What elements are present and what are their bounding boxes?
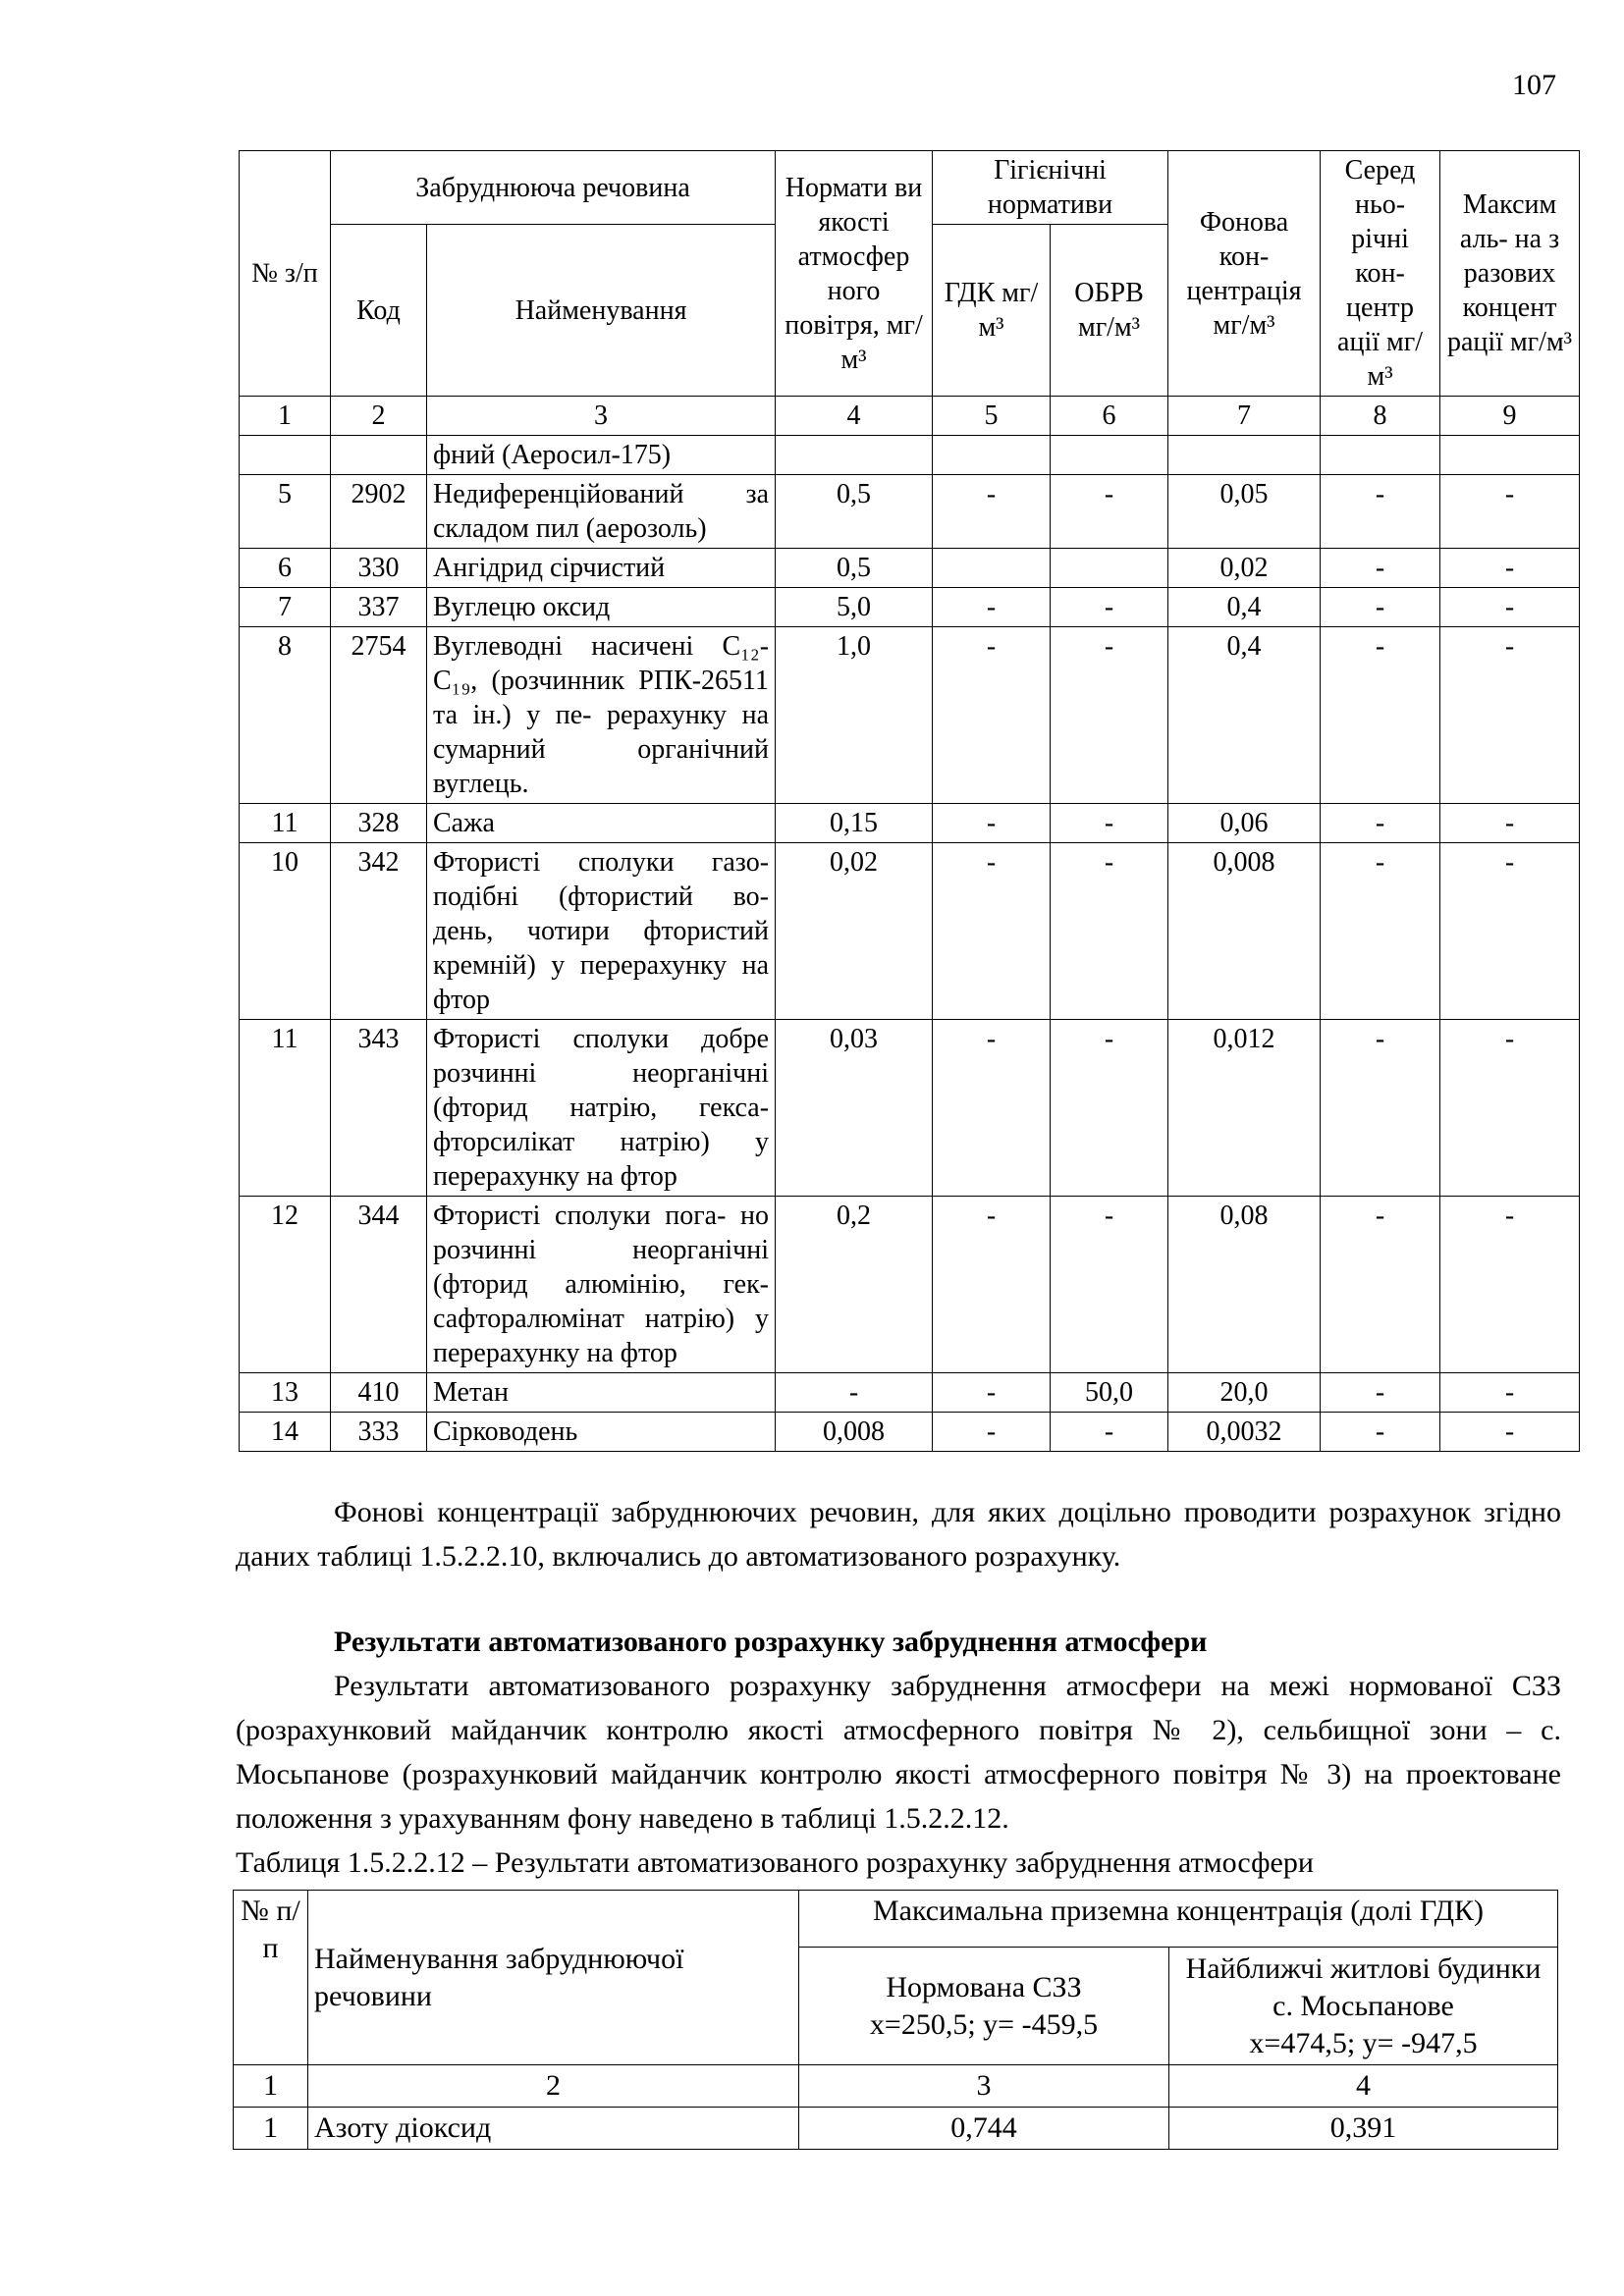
substance-code: 333 (331, 1413, 427, 1452)
avg-annual-conc: - (1321, 475, 1440, 549)
column-number-cell: 2 (308, 2065, 799, 2108)
column-number-cell: 4 (776, 397, 933, 436)
obrv-value: - (1051, 1020, 1168, 1197)
background-conc: 0,0032 (1168, 1413, 1321, 1452)
avg-annual-conc: - (1321, 627, 1440, 804)
obrv-value: - (1051, 627, 1168, 804)
substance-name: Сірководень (427, 1413, 776, 1452)
results-table (233, 1890, 1558, 2150)
gdk-value: - (933, 1020, 1051, 1197)
row-num (240, 436, 331, 475)
avg-annual-conc: - (1321, 843, 1440, 1020)
column-number-cell: 5 (933, 397, 1051, 436)
table-row (234, 2108, 1558, 2150)
houses-concentration: 0,391 (1169, 2108, 1558, 2150)
column-number-cell: 3 (427, 397, 776, 436)
column-number-cell: 1 (234, 2065, 308, 2108)
table-row (240, 549, 1580, 588)
max-single-conc: - (1440, 1373, 1580, 1413)
table-row (240, 588, 1580, 627)
background-conc: 0,05 (1168, 475, 1321, 549)
avg-annual-conc (1321, 436, 1440, 475)
gdk-value: - (933, 475, 1051, 549)
substance-name: Азоту діоксид (308, 2108, 799, 2150)
substance-code: 410 (331, 1373, 427, 1413)
gdk-value (933, 549, 1051, 588)
substance-name: Фтористі сполуки газо- подібні (фтористий во- день, чотири фтористий кремній) у перерахунку на фтор (427, 843, 776, 1020)
substance-code: 330 (331, 549, 427, 588)
gdk-value: - (933, 804, 1051, 843)
table-row (240, 436, 1580, 475)
quality-norm (776, 436, 933, 475)
background-conc (1168, 436, 1321, 475)
max-single-conc: - (1440, 627, 1580, 804)
t2-header-houses-coords: x=474,5; y= -947,5 (1249, 2026, 1478, 2059)
row-num: 10 (240, 843, 331, 1020)
quality-norm: 0,5 (776, 475, 933, 549)
substance-name: Ангідрид сірчистий (427, 549, 776, 588)
column-number-cell: 3 (799, 2065, 1169, 2108)
t2-header-szz (799, 1948, 1169, 2065)
obrv-value: - (1051, 843, 1168, 1020)
substance-name: Вуглецю оксид (427, 588, 776, 627)
substance-name: Метан (427, 1373, 776, 1413)
header-num: № з/п (240, 151, 331, 397)
gdk-value: - (933, 1413, 1051, 1452)
table-row (240, 804, 1580, 843)
header-gdk: ГДК мг/м³ (933, 225, 1051, 397)
header-avg-annual: Серед ньо- річні кон- центр ації мг/м³ (1321, 151, 1440, 397)
quality-norm: 0,2 (776, 1197, 933, 1373)
obrv-value: - (1051, 1413, 1168, 1452)
substance-code: 337 (331, 588, 427, 627)
substance-name: Недиференційований за складом пил (аерозоль) (427, 475, 776, 549)
max-single-conc: - (1440, 588, 1580, 627)
row-num: 11 (240, 804, 331, 843)
max-single-conc: - (1440, 1020, 1580, 1197)
substance-name: фний (Аеросил-175) (427, 436, 776, 475)
row-num: 13 (240, 1373, 331, 1413)
quality-norm: 0,15 (776, 804, 933, 843)
row-num: 11 (240, 1020, 331, 1197)
obrv-value (1051, 436, 1168, 475)
avg-annual-conc: - (1321, 1197, 1440, 1373)
quality-norm: 0,03 (776, 1020, 933, 1197)
paragraph-results-intro: Результати автоматизованого розрахунку забруднення атмосфери на межі нормованої СЗЗ (розрахунковий майданчик контролю якості атмосферного повітря № 2), сельбищної зони – с. Мосьпанове (розрахунковий майданчик контролю якості атмосферного повітря № 3) на проектоване положення з урахуванням фону наведено в таблиці 1.5.2.2.12. (236, 1670, 1561, 1835)
background-conc: 0,4 (1168, 627, 1321, 804)
t2-header-szz-coords: x=250,5; y= -459,5 (869, 2007, 1099, 2041)
row-num: 8 (240, 627, 331, 804)
column-numbers-row (240, 397, 1580, 436)
table-row (240, 1373, 1580, 1413)
avg-annual-conc: - (1321, 588, 1440, 627)
quality-norm: 0,02 (776, 843, 933, 1020)
quality-norm: - (776, 1373, 933, 1413)
avg-annual-conc: - (1321, 1373, 1440, 1413)
table-body (240, 436, 1580, 1452)
t2-body (234, 2108, 1558, 2150)
column-number-cell: 4 (1169, 2065, 1558, 2108)
header-pollutant-group: Забруднююча речовина (331, 151, 776, 225)
avg-annual-conc: - (1321, 1413, 1440, 1452)
header-background: Фонова кон- центрація мг/м³ (1168, 151, 1321, 397)
t2-header-houses (1169, 1948, 1558, 2065)
row-num: 7 (240, 588, 331, 627)
header-obrv: ОБРВ мг/м³ (1051, 225, 1168, 397)
quality-norm: 1,0 (776, 627, 933, 804)
gdk-value: - (933, 588, 1051, 627)
header-code: Код (331, 225, 427, 397)
gdk-value: - (933, 627, 1051, 804)
header-max-single: Максим аль- на з разових концент рації мг/м³ (1440, 151, 1580, 397)
row-num: 12 (240, 1197, 331, 1373)
substance-code: 344 (331, 1197, 427, 1373)
obrv-value: - (1051, 588, 1168, 627)
obrv-value: - (1051, 475, 1168, 549)
t2-header-max-conc: Максимальна приземна концентрація (долі ГДК) (799, 1891, 1558, 1948)
t2-header-szz-label: Нормована СЗЗ (886, 1970, 1082, 2003)
gdk-value: - (933, 1197, 1051, 1373)
gdk-value: - (933, 843, 1051, 1020)
t2-header-houses-label: Найближчі житлові будинки с. Мосьпанове (1185, 1951, 1542, 2022)
gdk-value: - (933, 1373, 1051, 1413)
substance-code: 2902 (331, 475, 427, 549)
max-single-conc: - (1440, 475, 1580, 549)
max-single-conc: - (1440, 1413, 1580, 1452)
row-num: 1 (234, 2108, 308, 2150)
table-row (240, 1197, 1580, 1373)
avg-annual-conc: - (1321, 549, 1440, 588)
background-conc: 0,02 (1168, 549, 1321, 588)
max-single-conc: - (1440, 843, 1580, 1020)
background-conc: 0,08 (1168, 1197, 1321, 1373)
section-heading: Результати автоматизованого розрахунку забруднення атмосфери (334, 1626, 1208, 1658)
substance-name: Фтористі сполуки пога- но розчинні неорганічні (фторид алюмінію, гек- сафторалюмінат натрію) у перерахунку на фтор (427, 1197, 776, 1373)
substance-code: 343 (331, 1020, 427, 1197)
pollutant-norms-table (239, 150, 1580, 1452)
avg-annual-conc: - (1321, 804, 1440, 843)
table-row (240, 475, 1580, 549)
paragraph-background-note: Фонові концентрації забруднюючих речовин, для яких доцільно проводити розрахунок згідно даних таблиці 1.5.2.2.10, включались до автоматизованого розрахунку. (236, 1496, 1561, 1573)
max-single-conc: - (1440, 804, 1580, 843)
substance-code: 342 (331, 843, 427, 1020)
column-number-cell: 7 (1168, 397, 1321, 436)
column-number-cell: 6 (1051, 397, 1168, 436)
substance-name: Сажа (427, 804, 776, 843)
substance-code: 328 (331, 804, 427, 843)
obrv-value (1051, 549, 1168, 588)
column-number-cell: 9 (1440, 397, 1580, 436)
t2-column-numbers-row (234, 2065, 1558, 2108)
background-conc: 0,008 (1168, 843, 1321, 1020)
row-num: 5 (240, 475, 331, 549)
avg-annual-conc: - (1321, 1020, 1440, 1197)
table-row (240, 1020, 1580, 1197)
t2-header-num: № п/п (234, 1891, 308, 2065)
header-name: Найменування (427, 225, 776, 397)
background-conc: 0,4 (1168, 588, 1321, 627)
table-row (240, 627, 1580, 804)
column-number-cell: 1 (240, 397, 331, 436)
substance-name: Вуглеводні насичені C₁₂-C₁₉, (розчинник РПК-26511 та ін.) у пе- рерахунку на сумарний органічний вуглець. (427, 627, 776, 804)
max-single-conc: - (1440, 1197, 1580, 1373)
column-number-cell: 8 (1321, 397, 1440, 436)
max-single-conc: - (1440, 549, 1580, 588)
row-num: 6 (240, 549, 331, 588)
max-single-conc (1440, 436, 1580, 475)
page-number: 107 (1512, 69, 1556, 101)
table-row (240, 1413, 1580, 1452)
background-conc: 0,012 (1168, 1020, 1321, 1197)
substance-code (331, 436, 427, 475)
obrv-value: 50,0 (1051, 1373, 1168, 1413)
gdk-value (933, 436, 1051, 475)
row-num: 14 (240, 1413, 331, 1452)
t2-header-name: Найменування забруднюючої речовини (308, 1891, 799, 2065)
table-row (240, 843, 1580, 1020)
substance-name: Фтористі сполуки добре розчинні неорганічні (фторид натрію, гекса- фторсилікат натрію) у перерахунку на фтор (427, 1020, 776, 1197)
quality-norm: 0,5 (776, 549, 933, 588)
header-hygienic-norms: Гігієнічні нормативи (933, 151, 1168, 225)
table-caption: Таблиця 1.5.2.2.12 – Результати автоматизованого розрахунку забруднення атмосфери (236, 1846, 1314, 1879)
header-quality-norms: Нормати ви якості атмосфер ного повітря, мг/м³ (776, 151, 933, 397)
obrv-value: - (1051, 1197, 1168, 1373)
quality-norm: 5,0 (776, 588, 933, 627)
background-conc: 20,0 (1168, 1373, 1321, 1413)
column-number-cell: 2 (331, 397, 427, 436)
obrv-value: - (1051, 804, 1168, 843)
quality-norm: 0,008 (776, 1413, 933, 1452)
substance-code: 2754 (331, 627, 427, 804)
szz-concentration: 0,744 (799, 2108, 1169, 2150)
background-conc: 0,06 (1168, 804, 1321, 843)
